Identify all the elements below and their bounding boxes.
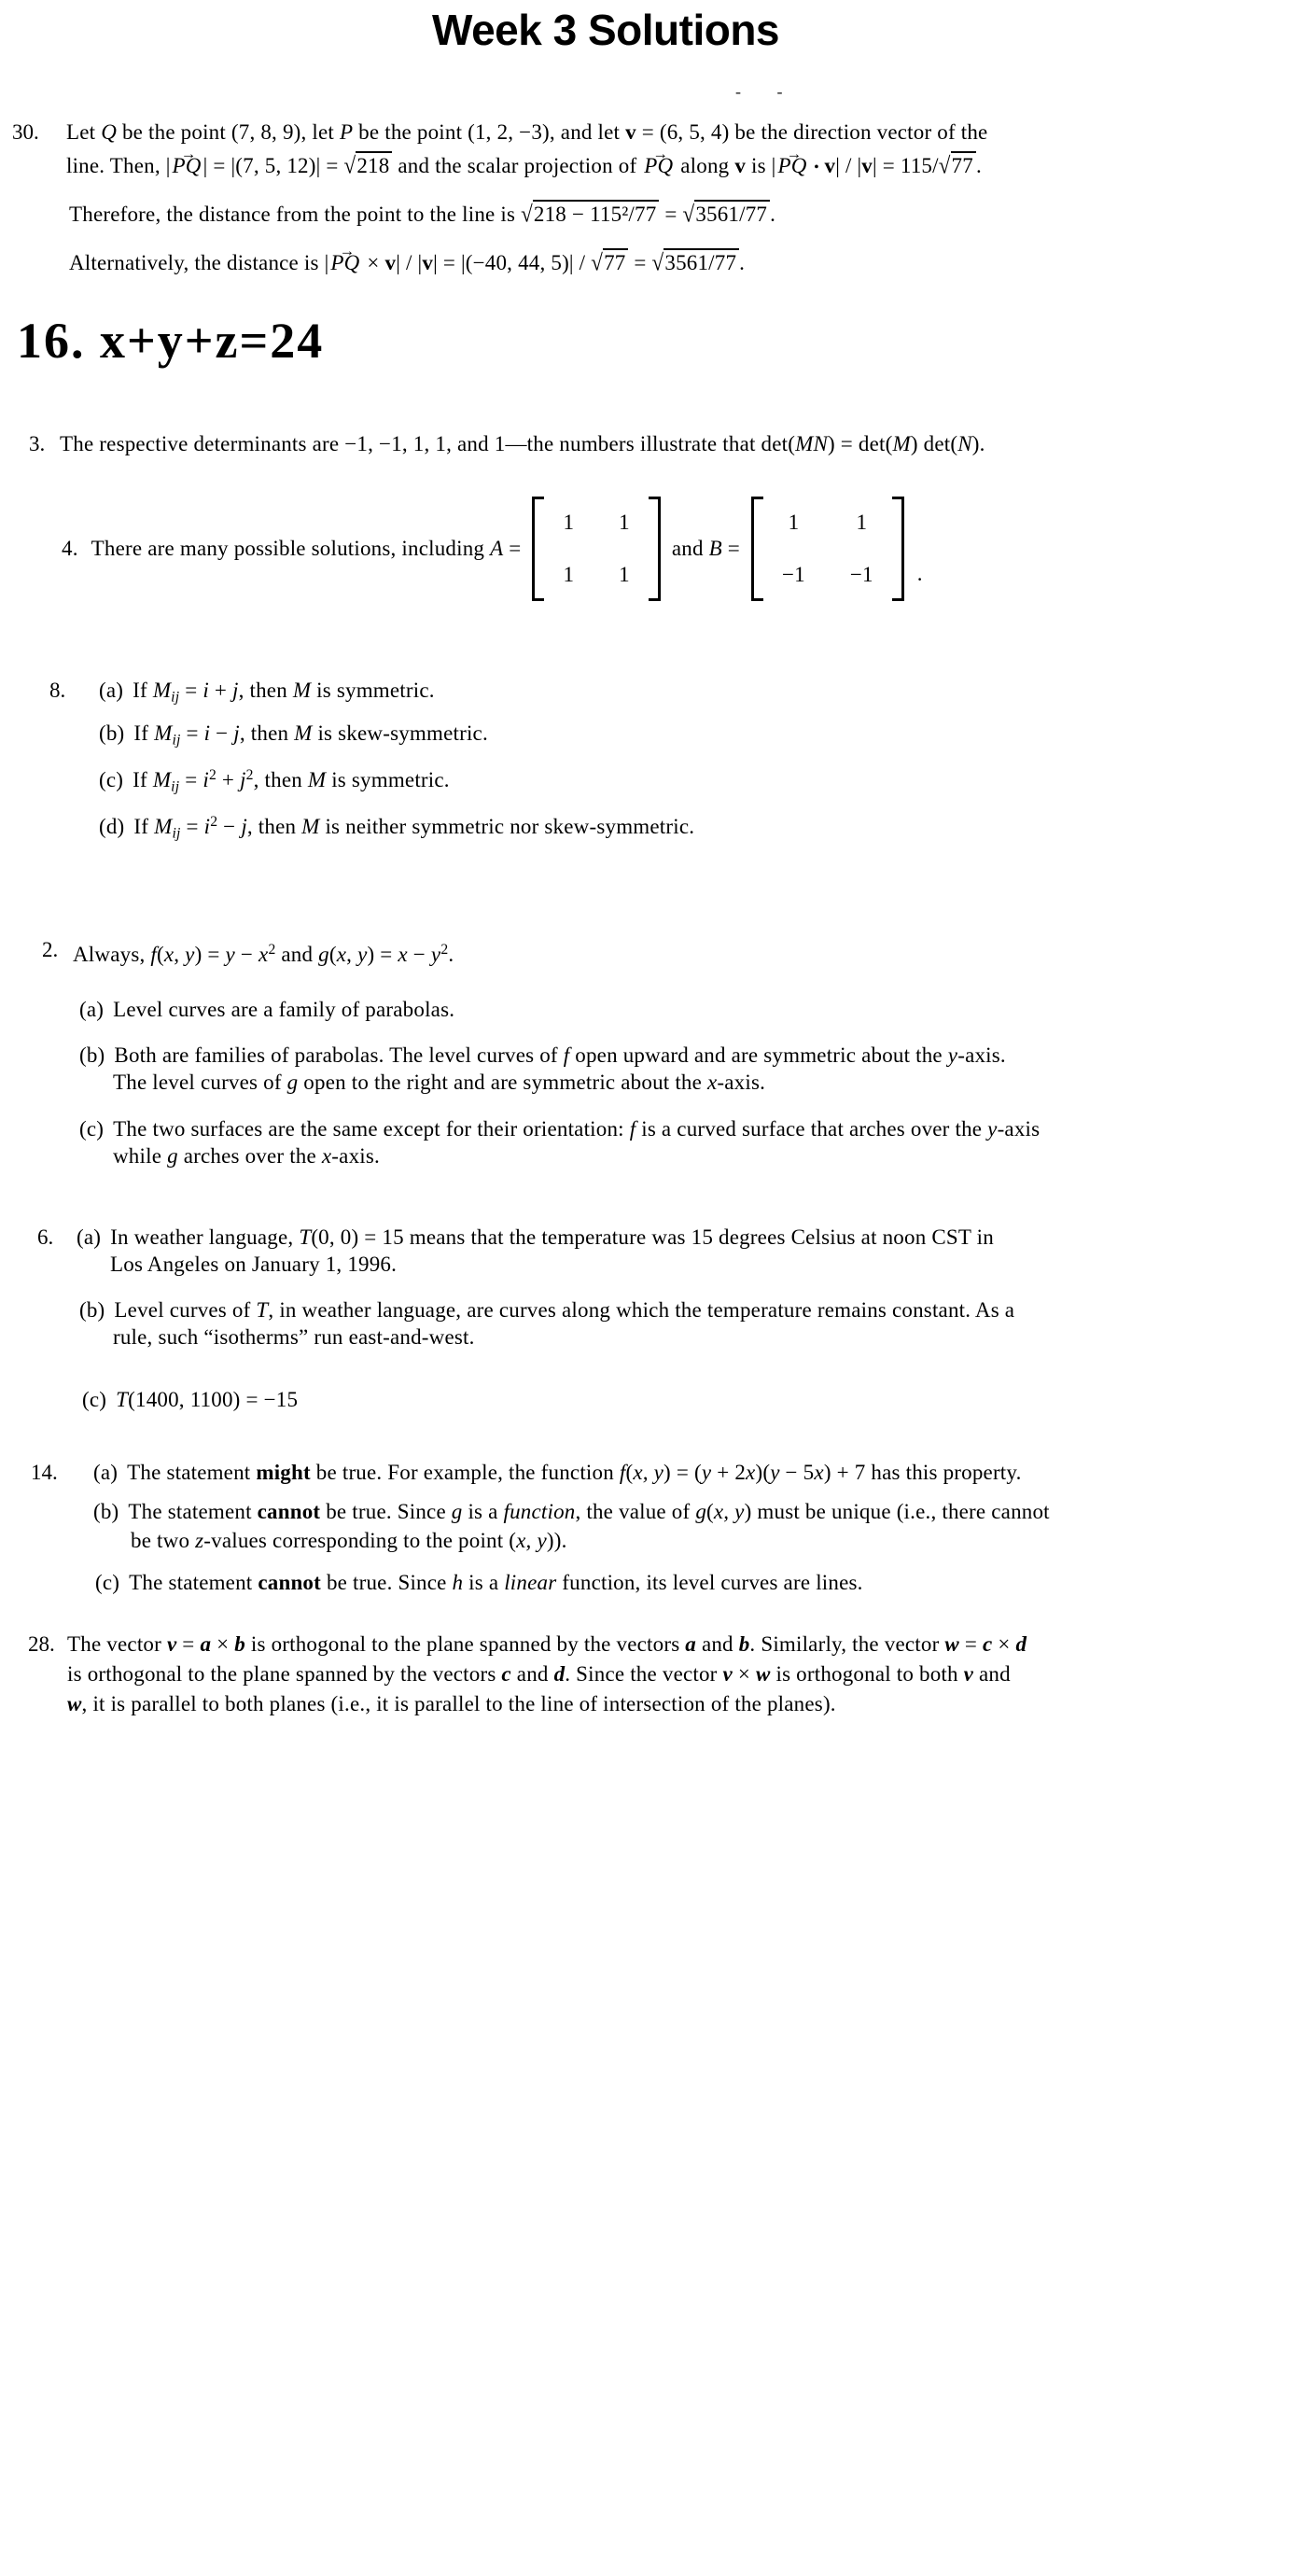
- item-a-text: If Mij = i + j, then M is symmetric.: [133, 679, 435, 706]
- problem-2-item-c-line-2: while g arches over the x-axis.: [113, 1144, 380, 1168]
- item-b-label: (b): [99, 721, 125, 745]
- problem-8-item-a: [99, 674, 435, 714]
- item-d-text: If Mij = $i^2 - j$, then M is neither symmetric nor skew-symmetric.: [133, 814, 695, 842]
- matrix-b-right-bracket: [892, 497, 904, 601]
- item-b-text-1: Both are families of parabolas. The level curves of f open upward and are symmetric about the y-axis.: [114, 1043, 1006, 1067]
- problem-8-number: 8.: [49, 679, 66, 702]
- problem-8-item-b: [99, 717, 488, 757]
- problem-4-text-pre: There are many possible solutions, including A =: [91, 537, 522, 560]
- problem-30-number: 30.: [12, 120, 39, 144]
- item-c-text-1: The two surfaces are the same except for their orientation: f is a curved surface that arches over the y-axis: [113, 1117, 1041, 1141]
- problem-4-text-mid: and B =: [671, 537, 740, 560]
- item-d-label: (d): [99, 814, 125, 838]
- item-b-text-1: The statement cannot be true. Since g is a function, the value of g(x, y) must be unique (i.e., there cannot: [128, 1500, 1050, 1523]
- item-b-label: (b): [79, 1298, 105, 1322]
- problem-2-item-b-line-2: The level curves of g open to the right and are symmetric about the x-axis.: [113, 1071, 766, 1094]
- item-a-label: (a): [93, 1461, 119, 1484]
- problem-4-row: [62, 485, 923, 612]
- item-a-label: (a): [99, 679, 124, 702]
- item-a-text: Level curves are a family of parabolas.: [113, 998, 455, 1021]
- problem-4-text-post: .: [916, 562, 923, 585]
- item-c-text: T(1400, 1100) = −15: [116, 1388, 299, 1411]
- problem-28-number: 28.: [28, 1632, 55, 1656]
- matrix-a-right-bracket: [649, 497, 661, 601]
- problem-8-item-c: [99, 759, 450, 804]
- problem-30-line-3: Therefore, the distance from the point to the line is √218 − 115²/77 = √3561/77 .: [69, 201, 776, 227]
- matrix-b: [751, 497, 904, 601]
- problem-14-item-b-line-2: be two z-values corresponding to the point (x, y)).: [131, 1529, 567, 1552]
- problem-28-line-3: w, it is parallel to both planes (i.e., it is parallel to the line of intersection of the planes).: [67, 1692, 836, 1715]
- matrix-b-cells: 1 1 −1 −1: [781, 511, 873, 586]
- item-a-label: (a): [79, 998, 105, 1021]
- problem-30-line-2: line. Then, |PQ →| = |(7, 5, 12)| = √218 and the scalar projection of PQ → along v is |PQ → • v| / |v| = 115/√77 .: [66, 149, 982, 184]
- problem-3-line: The respective determinants are −1, −1, 1, 1, and 1—the numbers illustrate that det(MN) = det(M) det(N).: [60, 432, 985, 455]
- problem-30-line-4: Alternatively, the distance is |PQ → × v| / |v| = |(−40, 44, 5)| / √77 = √3561/77 .: [69, 246, 745, 280]
- problem-28-line-2: is orthogonal to the plane spanned by the vectors c and d. Since the vector v × w is orthogonal to both v and: [67, 1662, 1011, 1686]
- item-b-text: If Mij = i − j, then M is skew-symmetric.: [133, 721, 488, 749]
- problem-30-line-1: Let Q be the point (7, 8, 9), let P be the point (1, 2, −3), and let v = (6, 5, 4) be the direction vector of the: [66, 120, 988, 144]
- item-a-text-1: In weather language, T(0, 0) = 15 means that the temperature was 15 degrees Celsius at noon CST in: [110, 1225, 994, 1249]
- problem-3-number: 3.: [29, 432, 46, 455]
- item-c-label: (c): [99, 767, 124, 791]
- problem-14-item-c: [95, 1566, 863, 1600]
- matrix-a-cells: 1 1 1 1: [563, 511, 630, 586]
- item-b-label: (b): [93, 1500, 119, 1523]
- problem-6-item-c: [82, 1383, 298, 1417]
- problem-2-intro: Always, f(x, $y) = y - x^2$ and g(x, $y) = x - y^2$.: [73, 942, 454, 966]
- problem-28-line-1: The vector v = a × b is orthogonal to the plane spanned by the vectors a and b. Similarly, the vector w = c × d: [67, 1632, 1027, 1656]
- problem-16-heading: 16. x+y+z=24: [17, 313, 325, 369]
- matrix-a-left-bracket: [532, 497, 544, 601]
- page-title: Week 3 Solutions: [432, 6, 780, 54]
- problem-2-item-a: [79, 993, 454, 1027]
- item-b-label: (b): [79, 1043, 105, 1067]
- problem-6-item-a-line-2: Los Angeles on January 1, 1996.: [110, 1253, 398, 1276]
- problem-8-item-d: [99, 805, 694, 850]
- item-c-label: (c): [82, 1388, 107, 1411]
- problem-2-number: 2.: [42, 938, 59, 961]
- problem-6-item-b-line-2: rule, such “isotherms” run east-and-west.: [113, 1325, 475, 1349]
- item-c-label: (c): [95, 1571, 120, 1594]
- matrix-a: [532, 497, 660, 601]
- problem-14-item-a: [93, 1456, 1022, 1490]
- stray-scan-marks: - -: [735, 82, 785, 101]
- problem-4-number: 4.: [62, 537, 78, 560]
- problem-14-number: 14.: [31, 1461, 58, 1484]
- item-b-text-1: Level curves of T, in weather language, are curves along which the temperature remains constant. As a: [114, 1298, 1015, 1322]
- matrix-b-left-bracket: [751, 497, 763, 601]
- item-c-label: (c): [79, 1117, 105, 1141]
- item-a-label: (a): [77, 1225, 102, 1249]
- item-a-text: The statement might be true. For example, the function f(x, y) = (y + 2x)(y − 5x) + 7 has this property.: [127, 1461, 1022, 1484]
- problem-6-number: 6.: [37, 1225, 54, 1249]
- item-c-text: The statement cannot be true. Since h is a linear function, its level curves are lines.: [129, 1571, 863, 1594]
- item-c-text: If Mij = $i^2 + j^2$, then M is symmetric.: [133, 767, 450, 795]
